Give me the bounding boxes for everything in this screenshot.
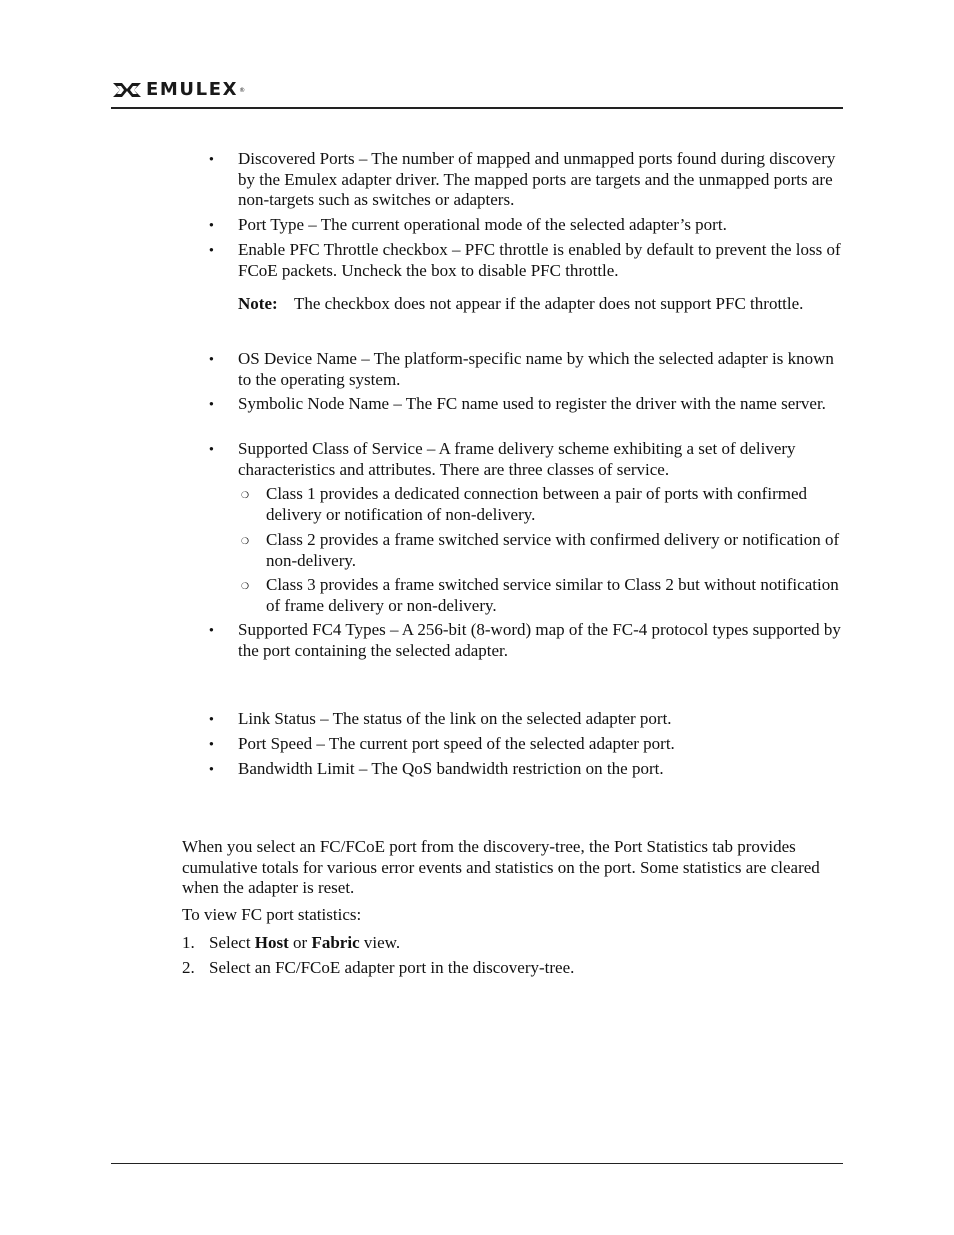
bullet-link-status: ● Link Status – The status of the link on the selected adapter port. [238, 709, 842, 730]
header-rule [111, 107, 843, 109]
steps-intro: To view FC port statistics: [182, 905, 362, 924]
sub-bullet-class-3: ❍ Class 3 provides a frame switched service similar to Class 2 but without notification of frame delivery or non-delivery. [266, 575, 842, 616]
emulex-logo [112, 80, 245, 100]
sub-bullet-class-2: ❍ Class 2 provides a frame switched service with confirmed delivery or notification of non-delivery. [266, 530, 842, 571]
emulex-logo-icon [112, 81, 142, 99]
note-text: The checkbox does not appear if the adapter does not support PFC throttle. [294, 294, 804, 313]
step-text: Select an FC/FCoE adapter port in the discovery-tree. [209, 958, 575, 977]
step-text: Select Host or Fabric view. [209, 933, 401, 952]
logo-wordmark: EMULEX [146, 79, 239, 100]
bullet-os-device-name: ● OS Device Name – The platform-specific name by which the selected adapter is known to the operating system. [238, 349, 842, 390]
fabric-view-label: Fabric [311, 933, 360, 952]
bullet-port-speed: ● Port Speed – The current port speed of the selected adapter port. [238, 734, 842, 755]
bullet-bandwidth-limit: ● Bandwidth Limit – The QoS bandwidth restriction on the port. [238, 759, 842, 780]
note-label: Note: [238, 294, 278, 313]
footer-rule [111, 1163, 843, 1164]
port-statistics-paragraph: When you select an FC/FCoE port from the discovery-tree, the Port Statistics tab provides cumulative totals for various error events and statistics on the port. Some statistics are cleared when the adapter is reset. [182, 837, 820, 897]
bullet-port-type: ● Port Type – The current operational mode of the selected adapter’s port. [238, 215, 842, 236]
sub-bullet-class-1: ❍ Class 1 provides a dedicated connection between a pair of ports with confirmed delivery or notification of non-delivery. [266, 484, 842, 525]
bullet-supported-class-of-service: ● Supported Class of Service – A frame delivery scheme exhibiting a set of delivery characteristics and attributes. There are three classes of service. [238, 439, 842, 480]
bullet-supported-fc4-types: ● Supported FC4 Types – A 256-bit (8-word) map of the FC-4 protocol types supported by the port containing the selected adapter. [238, 620, 842, 661]
bullet-discovered-ports: ● Discovered Ports – The number of mapped and unmapped ports found during discovery by the Emulex adapter driver. The mapped ports are targets and the unmapped ports are non-targets such as switches or adapters. [238, 149, 842, 211]
step-number: 2. [182, 958, 195, 977]
bullet-symbolic-node-name: ● Symbolic Node Name – The FC name used to register the driver with the name server. [238, 394, 842, 415]
host-view-label: Host [254, 933, 289, 952]
logo-trademark: ® [239, 86, 246, 94]
step-number: 1. [182, 933, 195, 952]
bullet-enable-pfc-throttle: ● Enable PFC Throttle checkbox – PFC throttle is enabled by default to prevent the loss of FCoE packets. Uncheck the box to disable PFC throttle. [238, 240, 842, 281]
